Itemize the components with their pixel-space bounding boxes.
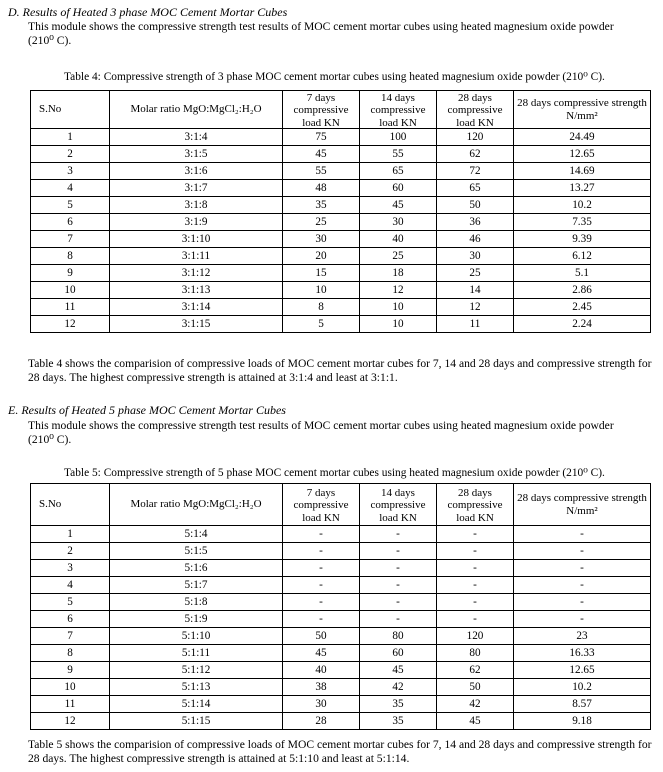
table4-row <box>31 316 651 333</box>
table5-cell-d7: - <box>283 611 360 628</box>
table5-cell-ratio: 5:1:5 <box>110 543 283 560</box>
table4-cell-strength: 6.12 <box>514 248 651 265</box>
table5-cell-d28: - <box>437 611 514 628</box>
table4-cell-ratio: 3:1:6 <box>110 163 283 180</box>
table5-cell-d28: 120 <box>437 628 514 645</box>
table5-cell-d7: - <box>283 594 360 611</box>
table5-cell-ratio: 5:1:12 <box>110 662 283 679</box>
table5-cell-sno: 3 <box>31 560 110 577</box>
table4-cell-d7: 35 <box>283 197 360 214</box>
table4-cell-d28: 65 <box>437 180 514 197</box>
table4-cell-strength: 5.1 <box>514 265 651 282</box>
table4-header-28days <box>437 91 514 129</box>
table5-cell-sno: 9 <box>31 662 110 679</box>
table4-cell-sno: 6 <box>31 214 110 231</box>
table5-cell-strength: 12.65 <box>514 662 651 679</box>
table5-cell-d14: 60 <box>360 645 437 662</box>
table5-row <box>31 679 651 696</box>
table5-cell-d7: - <box>283 560 360 577</box>
table5-cell-sno: 2 <box>31 543 110 560</box>
table4-cell-ratio: 3:1:12 <box>110 265 283 282</box>
table5-cell-ratio: 5:1:4 <box>110 526 283 543</box>
table4-cell-d7: 20 <box>283 248 360 265</box>
section-d-heading: D. Results of Heated 3 phase MOC Cement Mortar Cubes <box>8 5 288 19</box>
table5-cell-d7: 40 <box>283 662 360 679</box>
table5-cell-sno: 10 <box>31 679 110 696</box>
table4-cell-ratio: 3:1:15 <box>110 316 283 333</box>
table5-summary <box>28 738 652 767</box>
table5-cell-d28: - <box>437 594 514 611</box>
section-e-paragraph-line1: This module shows the compressive strength test results of MOC cement mortar cubes using heated magnesium oxide powder <box>28 419 614 432</box>
table4-cell-d14: 40 <box>360 231 437 248</box>
table5-cell-d14: 42 <box>360 679 437 696</box>
table4-cell-d7: 48 <box>283 180 360 197</box>
table4-cell-sno: 3 <box>31 163 110 180</box>
table5-cell-ratio: 5:1:11 <box>110 645 283 662</box>
table4-cell-strength: 7.35 <box>514 214 651 231</box>
table4-cell-sno: 10 <box>31 282 110 299</box>
table5-cell-strength: 10.2 <box>514 679 651 696</box>
table4-cell-ratio: 3:1:11 <box>110 248 283 265</box>
table4-cell-ratio: 3:1:10 <box>110 231 283 248</box>
table4-row <box>31 146 651 163</box>
table4-header-strength: 28 days compressive strength N/mm² <box>514 91 651 129</box>
table5-cell-strength: 9.18 <box>514 713 651 730</box>
table5-caption: Table 5: Compressive strength of 5 phase MOC cement mortar cubes using heated magnesium oxide powder (210⁰ C). <box>64 467 605 479</box>
table5-header-28days <box>437 484 514 526</box>
table5-cell-d14: 35 <box>360 696 437 713</box>
table4-cell-d28: 62 <box>437 146 514 163</box>
table4-cell-d14: 18 <box>360 265 437 282</box>
table4-caption: Table 4: Compressive strength of 3 phase MOC cement mortar cubes using heated magnesium oxide powder (210⁰ C). <box>64 71 605 83</box>
table4-row <box>31 180 651 197</box>
table5-cell-d28: - <box>437 560 514 577</box>
table4-row <box>31 248 651 265</box>
section-d-paragraph-line1: This module shows the compressive strength test results of MOC cement mortar cubes using heated magnesium oxide powder <box>28 20 614 33</box>
table4-cell-d7: 25 <box>283 214 360 231</box>
table4-cell-strength: 14.69 <box>514 163 651 180</box>
table4-cell-d14: 60 <box>360 180 437 197</box>
table5-row <box>31 611 651 628</box>
table5-cell-d28: 80 <box>437 645 514 662</box>
table5-header-14days-text: 14 days compressive load KN <box>370 486 426 523</box>
table4-cell-d28: 14 <box>437 282 514 299</box>
table5-cell-d28: 50 <box>437 679 514 696</box>
table4-cell-ratio: 3:1:9 <box>110 214 283 231</box>
table4-cell-d14: 65 <box>360 163 437 180</box>
table5-cell-d14: - <box>360 594 437 611</box>
table5-cell-d7: 28 <box>283 713 360 730</box>
table4-summary <box>28 357 652 386</box>
table4-header-row <box>31 91 651 129</box>
table5-cell-d28: 45 <box>437 713 514 730</box>
table4-cell-strength: 2.86 <box>514 282 651 299</box>
table5-cell-d14: 45 <box>360 662 437 679</box>
table5-row <box>31 560 651 577</box>
table4-cell-sno: 2 <box>31 146 110 163</box>
table5-cell-d28: 42 <box>437 696 514 713</box>
table4-cell-d7: 55 <box>283 163 360 180</box>
table5-cell-ratio: 5:1:6 <box>110 560 283 577</box>
table5-cell-ratio: 5:1:15 <box>110 713 283 730</box>
table4-cell-strength: 13.27 <box>514 180 651 197</box>
table5-cell-d7: 38 <box>283 679 360 696</box>
table4-cell-ratio: 3:1:5 <box>110 146 283 163</box>
table5-cell-strength: 8.57 <box>514 696 651 713</box>
table4-cell-d7: 5 <box>283 316 360 333</box>
table4-cell-strength: 24.49 <box>514 129 651 146</box>
table4-header-7days-text: 7 days compressive load KN <box>293 91 349 128</box>
table5-cell-strength: - <box>514 543 651 560</box>
table5-cell-d28: - <box>437 543 514 560</box>
table5-cell-d14: 35 <box>360 713 437 730</box>
table4-header-28days-text: 28 days compressive load KN <box>447 91 503 128</box>
table5-row <box>31 645 651 662</box>
table5-cell-sno: 8 <box>31 645 110 662</box>
table5-cell-d7: 50 <box>283 628 360 645</box>
table5-cell-d14: 80 <box>360 628 437 645</box>
table5-summary-line2: 28 days. The highest compressive strength is attained at 5:1:10 and least at 5:1:14. <box>28 752 410 766</box>
table4-cell-d14: 55 <box>360 146 437 163</box>
table5-cell-ratio: 5:1:8 <box>110 594 283 611</box>
table5-row <box>31 543 651 560</box>
table4-cell-d7: 10 <box>283 282 360 299</box>
table5-row <box>31 713 651 730</box>
table4-cell-d28: 25 <box>437 265 514 282</box>
table4-cell-sno: 1 <box>31 129 110 146</box>
table5-cell-sno: 6 <box>31 611 110 628</box>
table4-cell-d28: 46 <box>437 231 514 248</box>
table4-cell-ratio: 3:1:7 <box>110 180 283 197</box>
table5-cell-sno: 12 <box>31 713 110 730</box>
table4-row <box>31 214 651 231</box>
table4-cell-d7: 75 <box>283 129 360 146</box>
table5-cell-d7: 30 <box>283 696 360 713</box>
table5-cell-ratio: 5:1:7 <box>110 577 283 594</box>
table4-cell-d14: 10 <box>360 299 437 316</box>
table4-cell-strength: 9.39 <box>514 231 651 248</box>
table5-cell-strength: - <box>514 577 651 594</box>
table4-header-14days-text: 14 days compressive load KN <box>370 91 426 128</box>
table4-cell-d28: 120 <box>437 129 514 146</box>
table5-cell-d28: - <box>437 526 514 543</box>
table5-header-strength: 28 days compressive strength N/mm² <box>514 484 651 526</box>
table4-header-sno: S.No <box>31 91 110 129</box>
table4-row <box>31 231 651 248</box>
table4-row <box>31 197 651 214</box>
section-e-paragraph-line2: (210⁰ C). <box>28 433 72 447</box>
table4-cell-strength: 12.65 <box>514 146 651 163</box>
table5-cell-d28: - <box>437 577 514 594</box>
table5-cell-strength: - <box>514 594 651 611</box>
table5-header-row <box>31 484 651 526</box>
table5-row <box>31 577 651 594</box>
table4-cell-strength: 2.45 <box>514 299 651 316</box>
table4-cell-sno: 7 <box>31 231 110 248</box>
table4-cell-strength: 10.2 <box>514 197 651 214</box>
table5-header-ratio: Molar ratio MgO:MgCl₂:H₂O <box>110 484 283 526</box>
table5-cell-sno: 11 <box>31 696 110 713</box>
table5-header-28days-text: 28 days compressive load KN <box>447 486 503 523</box>
table4-cell-d7: 8 <box>283 299 360 316</box>
table4-cell-ratio: 3:1:8 <box>110 197 283 214</box>
table4-cell-d28: 30 <box>437 248 514 265</box>
table4-cell-sno: 4 <box>31 180 110 197</box>
table4-cell-sno: 9 <box>31 265 110 282</box>
table4-row <box>31 163 651 180</box>
table5-cell-ratio: 5:1:14 <box>110 696 283 713</box>
table4-row <box>31 265 651 282</box>
table4-cell-d14: 30 <box>360 214 437 231</box>
table5-header-sno: S.No <box>31 484 110 526</box>
table4-cell-d7: 15 <box>283 265 360 282</box>
table5-cell-strength: 16.33 <box>514 645 651 662</box>
table5-cell-sno: 1 <box>31 526 110 543</box>
table5-cell-d14: - <box>360 577 437 594</box>
table4-cell-d28: 50 <box>437 197 514 214</box>
table4-cell-sno: 12 <box>31 316 110 333</box>
table5-header-7days-text: 7 days compressive load KN <box>293 486 349 523</box>
table5-summary-line1: Table 5 shows the comparision of compressive loads of MOC cement mortar cubes for 7, 14 and 28 days and compressive strength for <box>28 738 652 751</box>
table5-cell-strength: - <box>514 560 651 577</box>
table5-cell-strength: 23 <box>514 628 651 645</box>
table5 <box>30 483 651 730</box>
section-d-paragraph <box>28 20 649 49</box>
table5-cell-strength: - <box>514 611 651 628</box>
section-d-paragraph-line2: (210⁰ C). <box>28 34 72 48</box>
table4 <box>30 90 651 333</box>
table4-cell-ratio: 3:1:13 <box>110 282 283 299</box>
table5-cell-d14: - <box>360 611 437 628</box>
table4-row <box>31 282 651 299</box>
table5-cell-ratio: 5:1:10 <box>110 628 283 645</box>
table4-cell-d28: 72 <box>437 163 514 180</box>
table5-cell-d7: - <box>283 577 360 594</box>
table4-row <box>31 129 651 146</box>
table4-cell-sno: 8 <box>31 248 110 265</box>
table5-cell-d7: - <box>283 543 360 560</box>
table5-cell-strength: - <box>514 526 651 543</box>
table5-cell-d7: - <box>283 526 360 543</box>
table4-cell-d14: 45 <box>360 197 437 214</box>
table5-row <box>31 526 651 543</box>
table4-cell-d28: 12 <box>437 299 514 316</box>
section-e-heading: E. Results of Heated 5 phase MOC Cement Mortar Cubes <box>8 403 286 417</box>
table4-cell-ratio: 3:1:14 <box>110 299 283 316</box>
table5-row <box>31 696 651 713</box>
table4-cell-d28: 36 <box>437 214 514 231</box>
table4-header-14days <box>360 91 437 129</box>
table5-row <box>31 662 651 679</box>
table4-cell-ratio: 3:1:4 <box>110 129 283 146</box>
table4-cell-d7: 30 <box>283 231 360 248</box>
table5-row <box>31 628 651 645</box>
table5-cell-sno: 5 <box>31 594 110 611</box>
table4-header-ratio: Molar ratio MgO:MgCl₂:H₂O <box>110 91 283 129</box>
table5-cell-d28: 62 <box>437 662 514 679</box>
table4-cell-d14: 10 <box>360 316 437 333</box>
table4-cell-d28: 11 <box>437 316 514 333</box>
table4-cell-sno: 5 <box>31 197 110 214</box>
table4-summary-line1: Table 4 shows the comparision of compressive loads of MOC cement mortar cubes for 7, 14 and 28 days and compressive strength for <box>28 357 652 370</box>
table4-summary-line2: 28 days. The highest compressive strength is attained at 3:1:4 and least at 3:1:1. <box>28 371 398 385</box>
table5-cell-ratio: 5:1:13 <box>110 679 283 696</box>
table4-cell-d7: 45 <box>283 146 360 163</box>
table5-body <box>31 526 651 730</box>
table4-cell-d14: 25 <box>360 248 437 265</box>
table4-cell-strength: 2.24 <box>514 316 651 333</box>
section-e-paragraph <box>28 419 649 448</box>
table5-cell-sno: 7 <box>31 628 110 645</box>
table5-header-7days <box>283 484 360 526</box>
table5-cell-d14: - <box>360 543 437 560</box>
table4-cell-d14: 100 <box>360 129 437 146</box>
table5-cell-ratio: 5:1:9 <box>110 611 283 628</box>
table4-row <box>31 299 651 316</box>
table4-cell-sno: 11 <box>31 299 110 316</box>
table4-header-7days <box>283 91 360 129</box>
table5-header-14days <box>360 484 437 526</box>
table5-cell-d14: - <box>360 526 437 543</box>
table5-row <box>31 594 651 611</box>
table4-body <box>31 129 651 333</box>
table5-cell-d7: 45 <box>283 645 360 662</box>
table5-cell-d14: - <box>360 560 437 577</box>
table4-cell-d14: 12 <box>360 282 437 299</box>
table5-cell-sno: 4 <box>31 577 110 594</box>
